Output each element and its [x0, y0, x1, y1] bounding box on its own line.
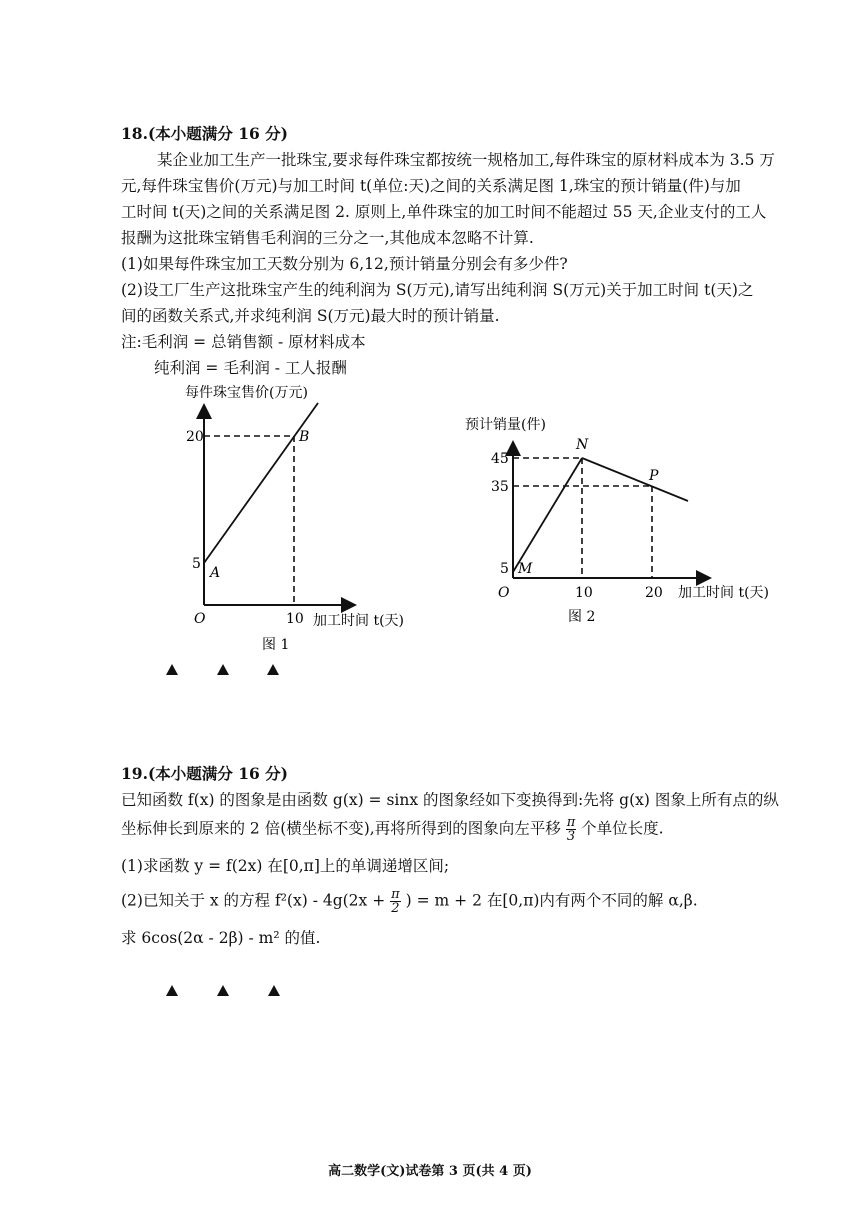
fig1-origin: O [194, 611, 206, 627]
q19-para-line1: 已知函数 f(x) 的图象是由函数 g(x) = sinx 的图象经如下变换得到:先将 g(x) 图象上所有点的纵 [121, 791, 779, 809]
fig2-origin: O [498, 585, 510, 601]
figure-1-chart [150, 375, 460, 660]
q19-item2-b: ) = m + 2 在[0,π)内有两个不同的解 α,β. [405, 891, 698, 910]
q18-item2: (2)设工厂生产这批珠宝产生的纯利润为 S(万元),请写出纯利润 S(万元)关于加工时间 t(天)之 [121, 281, 754, 299]
q18-item2-cont: 间的函数关系式,并求纯利润 S(万元)最大时的预计销量. [121, 307, 500, 325]
q19-item2 [121, 888, 698, 915]
q18-para-line1: 某企业加工生产一批珠宝,要求每件珠宝都按统一规格加工,每件珠宝的原材料成本为 3.5 万 [157, 151, 775, 169]
fig1-caption: 图 1 [262, 637, 290, 653]
q18-para-line4: 报酬为这批珠宝销售毛利润的三分之一,其他成本忽略不计算. [121, 229, 534, 247]
fig1-xtick-10: 10 [286, 611, 304, 627]
q18-para-line2: 元,每件珠宝售价(万元)与加工时间 t(单位:天)之间的关系满足图 1,珠宝的预计销量(件)与加 [121, 177, 741, 195]
fraction-denominator: 2 [391, 901, 400, 916]
pi-over-3-fraction [566, 816, 577, 843]
q18-item1: (1)如果每件珠宝加工天数分别为 6,12,预计销量分别会有多少件? [121, 255, 568, 273]
q18-para-line3: 工时间 t(天)之间的关系满足图 2. 原则上,单件珠宝的加工时间不能超过 55 天,企业支付的工人 [121, 203, 767, 221]
fraction-denominator: 3 [566, 829, 576, 844]
answer-mark-icon [268, 985, 280, 996]
fig1-xlabel: 加工时间 t(天) [313, 613, 404, 629]
fig2-xtick-20: 20 [645, 585, 663, 601]
fig2-point-P: P [649, 468, 659, 484]
fraction-numerator: π [566, 815, 576, 830]
fig1-price-line [204, 403, 318, 563]
fig2-segment-NP [582, 458, 688, 501]
q18-note2: 纯利润 = 毛利润 - 工人报酬 [154, 359, 347, 377]
fig2-point-M: M [518, 561, 533, 577]
q19-para-line2-b: 个单位长度. [581, 819, 664, 838]
answer-mark-icon [267, 664, 279, 675]
pi-over-2-fraction [390, 888, 401, 915]
fig2-caption: 图 2 [568, 609, 596, 625]
figure-2-chart [460, 405, 800, 630]
q19-para-line2 [121, 816, 664, 843]
fig1-point-A: A [210, 565, 221, 581]
answer-mark-icon [217, 985, 229, 996]
fig2-point-N: N [576, 437, 589, 453]
page-footer: 高二数学(文)试卷第 3 页(共 4 页) [328, 1164, 532, 1179]
answer-mark-icon [166, 664, 178, 675]
fraction-numerator: π [391, 887, 400, 902]
fig1-ytick-20: 20 [186, 429, 204, 445]
fig2-ylabel: 预计销量(件) [465, 417, 546, 433]
fig1-point-B: B [299, 429, 310, 445]
q19-item1: (1)求函数 y = f(2x) 在[0,π]上的单调递增区间; [121, 857, 450, 875]
fig2-xlabel: 加工时间 t(天) [678, 585, 769, 601]
fig2-ytick-5: 5 [500, 561, 509, 577]
fig1-ylabel: 每件珠宝售价(万元) [185, 385, 308, 401]
answer-mark-icon [166, 985, 178, 996]
fig1-ytick-5: 5 [192, 556, 201, 572]
fig2-segment-MN [513, 458, 582, 572]
fig2-xtick-10: 10 [575, 585, 593, 601]
q19-para-line2-a: 坐标伸长到原来的 2 倍(横坐标不变),再将所得到的图象向左平移 [121, 819, 561, 838]
q19-header: 19.(本小题满分 16 分) [121, 764, 288, 783]
answer-mark-icon [217, 664, 229, 675]
fig2-ytick-35: 35 [491, 479, 509, 495]
q18-header: 18.(本小题满分 16 分) [121, 124, 288, 143]
q19-item2-a: (2)已知关于 x 的方程 f²(x) - 4g(2x + [121, 891, 386, 910]
q18-note1: 注:毛利润 = 总销售额 - 原材料成本 [121, 333, 366, 351]
q19-item3: 求 6cos(2α - 2β) - m² 的值. [121, 929, 321, 947]
fig2-ytick-45: 45 [491, 451, 509, 467]
